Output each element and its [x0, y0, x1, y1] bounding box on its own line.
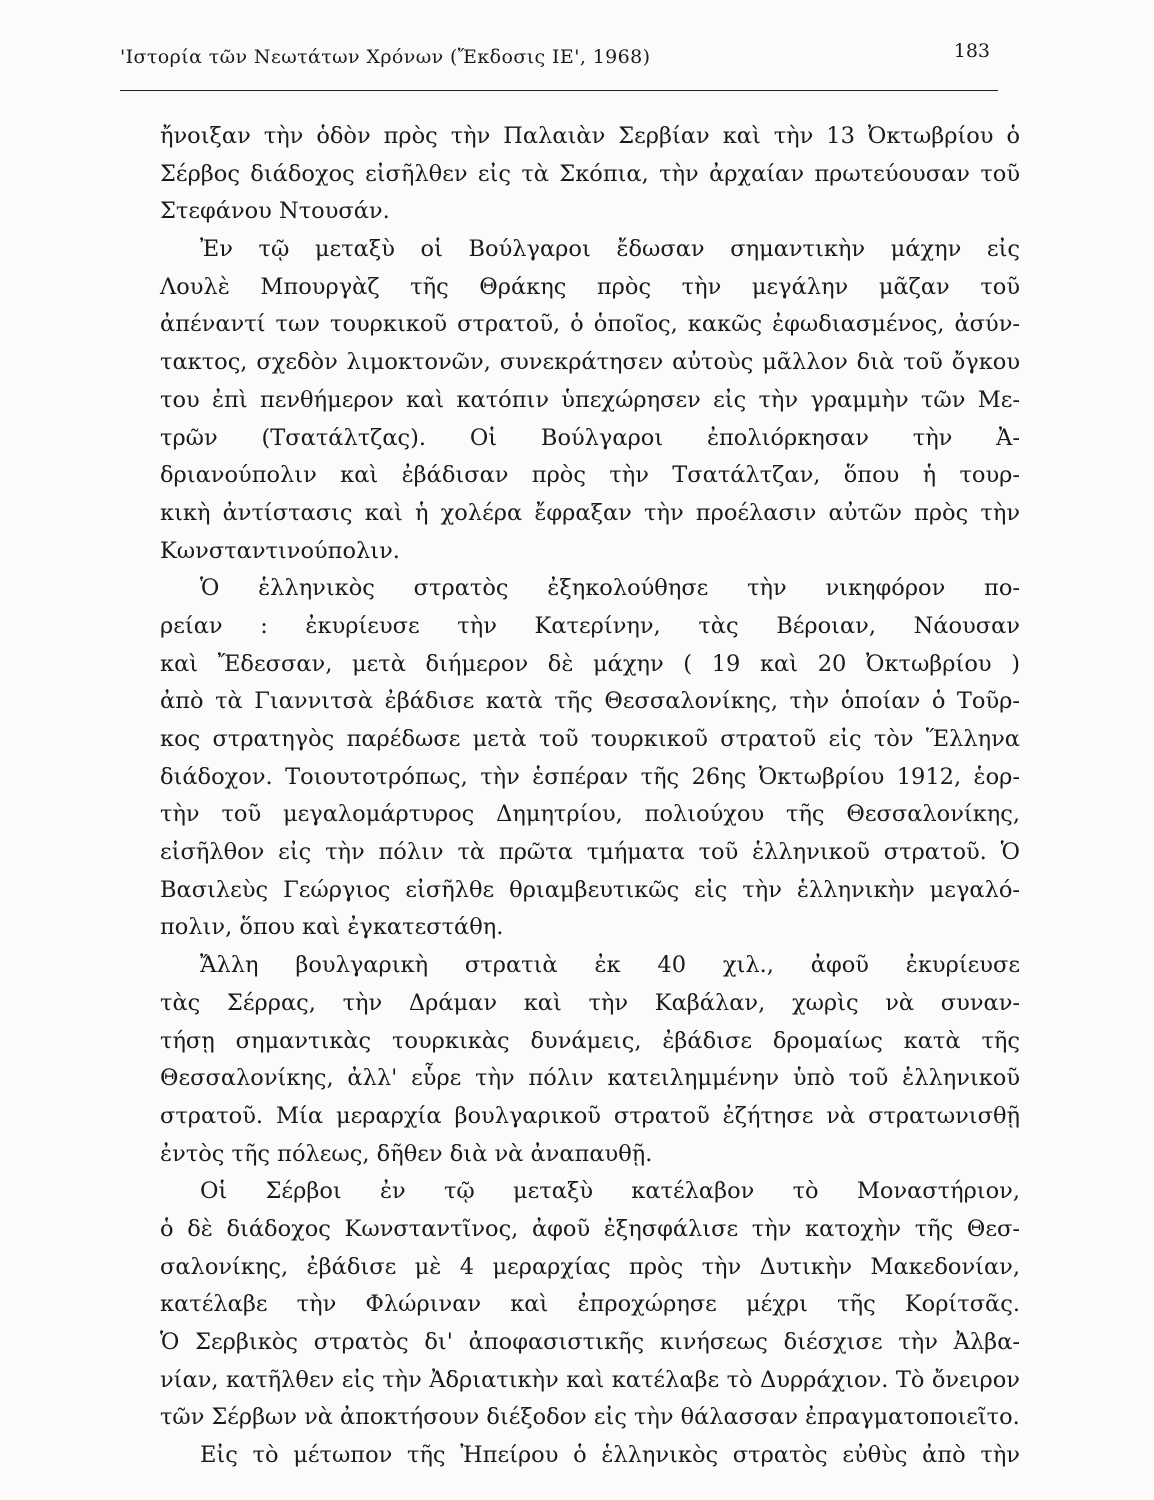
text-line: Βασιλεὺς Γεώργιος εἰσῆλθε θριαμβευτικῶς εἰς τὴν ἑλληνικὴν μεγαλό- [160, 876, 1020, 903]
text-line: Ἐν τῷ μεταξὺ οἱ Βούλγαροι ἔδωσαν σημαντικὴν μάχην εἰς [200, 236, 1020, 263]
text-line: τακτος, σχεδὸν λιμοκτονῶν, συνεκράτησεν αὐτοὺς μᾶλλον διὰ τοῦ ὄγκου [160, 349, 1020, 376]
text-line: ἀπέναντί των τουρκικοῦ στρατοῦ, ὁ ὁποῖος, κακῶς ἐφωδιασμένος, ἀσύν- [160, 311, 1020, 338]
header-rule [120, 90, 998, 91]
text-line: δριανούπολιν καὶ ἐβάδισαν πρὸς τὴν Τσατάλτζαν, ὅπου ἡ τουρ- [160, 462, 1020, 489]
text-line: ρείαν : ἐκυρίευσε τὴν Κατερίνην, τὰς Βέροιαν, Νάουσαν [160, 612, 1020, 639]
text-line: κατέλαβε τὴν Φλώριναν καὶ ἐπροχώρησε μέχρι τῆς Κορίτσᾶς. [160, 1291, 1020, 1318]
text-line: διάδοχον. Τοιουτοτρόπως, τὴν ἑσπέραν τῆς 26ης Ὀκτωβρίου 1912, ἑορ- [160, 763, 1020, 790]
running-head [120, 40, 990, 82]
text-line: τρῶν (Τσατάλτζας). Οἱ Βούλγαροι ἐπολιόρκησαν τὴν Ἀ- [160, 424, 1020, 451]
text-line: ἤνοιξαν τὴν ὁδὸν πρὸς τὴν Παλαιὰν Σερβίαν καὶ τὴν 13 Ὀκτωβρίου ὁ [160, 123, 1020, 149]
text-line: ἀπὸ τὰ Γιαννιτσὰ ἐβάδισε κατὰ τῆς Θεσσαλονίκης, τὴν ὁποίαν ὁ Τοῦρ- [160, 688, 1020, 715]
text-line: Ἄλλη βουλγαρικὴ στρατιὰ ἐκ 40 χιλ., ἀφοῦ ἐκυρίευσε [200, 952, 1020, 979]
text-line: Εἰς τὸ μέτωπον τῆς Ἠπείρου ὁ ἑλληνικὸς στρατὸς εὐθὺς ἀπὸ τὴν [200, 1442, 1020, 1469]
body-text [160, 118, 1020, 1475]
text-line: Σέρβος διάδοχος εἰσῆλθεν εἰς τὰ Σκόπια, τὴν ἀρχαίαν πρωτεύουσαν τοῦ [160, 160, 1020, 187]
text-line: τήσῃ σημαντικὰς τουρκικὰς δυνάμεις, ἐβάδισε δρομαίως κατὰ τῆς [160, 1027, 1020, 1054]
text-line: κος στρατηγὸς παρέδωσε μετὰ τοῦ τουρκικοῦ στρατοῦ εἰς τὸν Ἕλληνα [160, 726, 1020, 752]
text-line: Στεφάνου Ντουσάν. [160, 198, 390, 225]
text-line: Κωνσταντινούπολιν. [160, 537, 400, 564]
text-line: Θεσσαλονίκης, ἀλλ' εὗρε τὴν πόλιν κατειλημμένην ὑπὸ τοῦ ἑλληνικοῦ [160, 1065, 1020, 1092]
text-line: τὰς Σέρρας, τὴν Δράμαν καὶ τὴν Καβάλαν, χωρὶς νὰ συναν- [160, 989, 1020, 1016]
text-line: ἐντὸς τῆς πόλεως, δῆθεν διὰ νὰ ἀναπαυθῇ. [160, 1140, 653, 1167]
text-line: ὁ δὲ διάδοχος Κωνσταντῖνος, ἀφοῦ ἐξησφάλισε τὴν κατοχὴν τῆς Θεσ- [160, 1215, 1020, 1242]
page-number: 183 [953, 40, 990, 62]
text-line: πολιν, ὅπου καὶ ἐγκατεστάθη. [160, 914, 504, 941]
text-line: Οἱ Σέρβοι ἐν τῷ μεταξὺ κατέλαβον τὸ Μοναστήριον, [200, 1178, 1020, 1205]
text-line: νίαν, κατῆλθεν εἰς τὴν Ἀδριατικὴν καὶ κατέλαβε τὸ Δυρράχιον. Τὸ ὄνειρον [160, 1366, 1020, 1393]
text-line: Λουλὲ Μπουργὰζ τῆς Θράκης πρὸς τὴν μεγάλην μᾶζαν τοῦ [160, 273, 1020, 300]
running-title: 'Ιστορία τῶν Νεωτάτων Χρόνων (Ἔκδοσις ΙΕ', 1968) [120, 46, 651, 68]
text-line: τῶν Σέρβων νὰ ἀποκτήσουν διέξοδον εἰς τὴν θάλασσαν ἐπραγματοποιεῖτο. [160, 1404, 1020, 1431]
text-line: κικὴ ἀντίστασις καὶ ἡ χολέρα ἔφραξαν τὴν προέλασιν αὐτῶν πρὸς τὴν [160, 499, 1020, 526]
text-line: τὴν τοῦ μεγαλομάρτυρος Δημητρίου, πολιούχου τῆς Θεσσαλονίκης, [160, 801, 1020, 828]
text-line: του ἐπὶ πενθήμερον καὶ κατόπιν ὑπεχώρησεν εἰς τὴν γραμμὴν τῶν Με- [160, 386, 1020, 413]
text-line: Ὁ Σερβικὸς στρατὸς δι' ἀποφασιστικῆς κινήσεως διέσχισε τὴν Ἀλβα- [160, 1329, 1020, 1355]
text-line: στρατοῦ. Μία μεραρχία βουλγαρικοῦ στρατοῦ ἐζήτησε νὰ στρατωνισθῇ [160, 1102, 1020, 1129]
text-line: Ὁ ἑλληνικὸς στρατὸς ἐξηκολούθησε τὴν νικηφόρον πο- [200, 575, 1020, 602]
text-line: σαλονίκης, ἐβάδισε μὲ 4 μεραρχίας πρὸς τὴν Δυτικὴν Μακεδονίαν, [160, 1253, 1020, 1280]
text-line: καὶ Ἔδεσσαν, μετὰ διήμερον δὲ μάχην ( 19 καὶ 20 Ὀκτωβρίου ) [160, 650, 1020, 677]
text-line: εἰσῆλθον εἰς τὴν πόλιν τὰ πρῶτα τμήματα τοῦ ἑλληνικοῦ στρατοῦ. Ὁ [160, 839, 1020, 866]
